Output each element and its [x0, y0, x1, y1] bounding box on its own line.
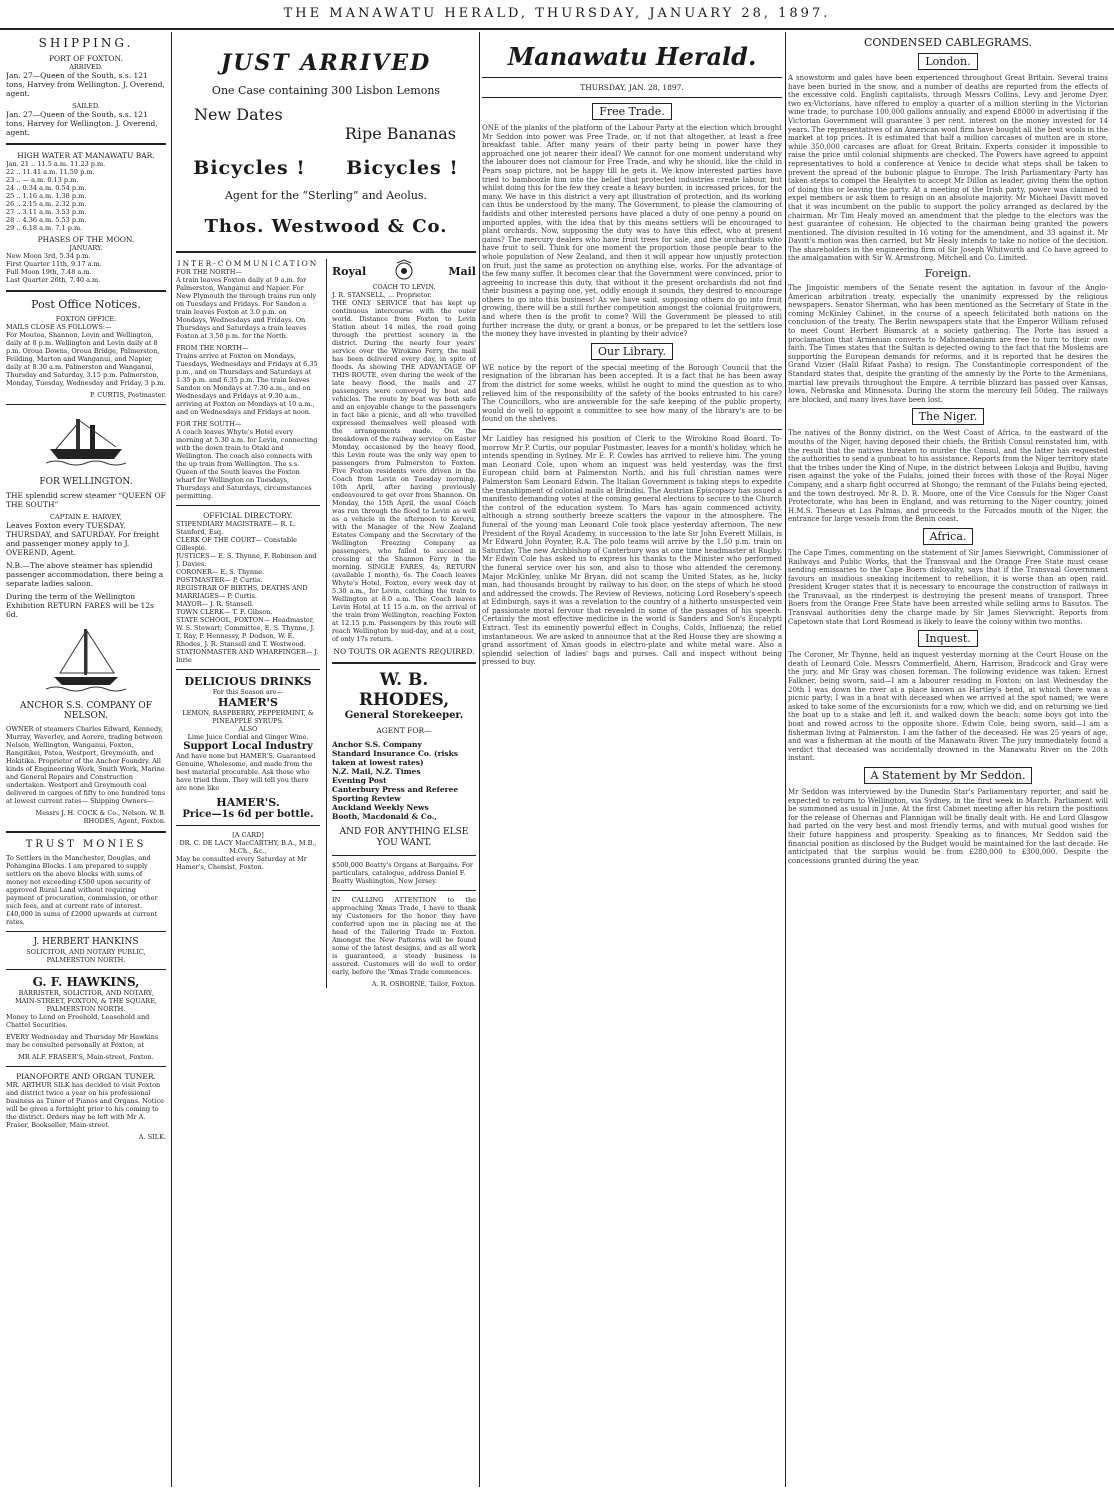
new-dates: New Dates — [194, 105, 283, 124]
tide-table — [6, 160, 166, 232]
anything-else: AND FOR ANYTHING ELSE YOU WANT. — [339, 827, 469, 848]
royal-crest-icon — [391, 259, 417, 283]
coach-text: THE ONLY SERVICE that has kept up continuous intercourse with the outer world. Distance from Foxton to Levin Station about 14 miles, the road going through the prettiest scenery in the district. During the nearly four years' service over the Wirokino Ferry, the mail has been delivered every day, in spite of floods. As showing THE ADVANTAGE OF THIS ROUTE, even during the week of the late heavy flood, the mails and 27 passengers were conveyed by boat and vehicles. The route by boat was both safe and an enjoyable change to the passengers in fact like a picnic, and all who travelled expressed themselves well pleased with the arrangements made. On the breakdown of the railway service on Easter Monday, occasioned by the heavy flood, this Levin route was the only way open to passengers from Palmerston to Foxton. Five Foxton residents were driven in the Coach from Levin on Tuesday morning, 16th April, after having previously endeavoured to get over from Shannon. On Monday, the 15th April, the usual Coach was run through the flood to Levin as well as a vehicle in the afternoon to Kereru, with the Manager of the New Zealand Estates Company and the Secretary of the Wellington Freezing Company as passengers, who failed to succeed in crossing at the Shannon Ferry in the morning. SINGLE FARES, 4s; RETURN (available 1 month), 6s. The Coach leaves Whyte's Hotel, Foxton, every week day at 5.30 a.m., for Levin, catching the train to Wellington at 8.0 a.m. The Coach leaves Levin Hotel at 11 15 a.m. on the arrival of the train from Wellington, reaching Foxton at 12.15 p.m. Passengers by this route will reach Wellington by mid-day, and at a cost, of only 17s return. — [332, 299, 476, 643]
piano-text: MR. ARTHUR SILK has decided to visit Foxton and district twice a year on his professional business as Tuner of Pianos and Organs. Notice will be given a fortnight prior to his coming to the district. Orders may be left with Mr A. Fraser, Bookseller, Main-street. — [6, 1081, 164, 1129]
post-office-title: Post Office Notices. — [31, 298, 141, 311]
sailed-text: Jan. 27—Queen of the South, s.s. 121 tons, Harvey for Wellington. J. Overend, agent. — [6, 110, 158, 137]
column-rule — [479, 32, 480, 1487]
hawkins-text-2: EVERY Wednesday and Thursday Mr Hawkins may be consulted personally at Foxton, at — [6, 1033, 159, 1049]
lemons-text: One Case containing 300 Lisbon Lemons — [211, 84, 441, 97]
shipping-title: SHIPPING. — [38, 36, 134, 50]
phases-list — [6, 252, 166, 284]
support-title: Support Local Industry — [183, 741, 313, 752]
agency-item: Anchor S.S. Company — [332, 740, 422, 749]
hankins-sub: SOLICITOR, AND NOTARY PUBLIC, PALMERSTON NORTH. — [26, 948, 146, 964]
niger-text: The natives of the Bonny district, on the West Coast of Africa, to the eastward of the mouths of the Niger, having deposed their chiefs, the British Consul reinstated him, with the result that the natives threaten to murder the Consul, and the latter has requested the authorities to send a gunboat to his assistance. Reports from the Niger territory state that the tribes under the King of Nupe, in the district between Lokoja and Bujibu, having risen against the yoke of the Fulahs, joined their forces with those of the Royal Niger Company, and a sharp fight occurred at Shongo; the remnant of the Fulahs being ejected, and the town destroyed. Mr R. D. R. Moore, one of the Vice Consuls for the Niger Coast Protectorate, who has been in England, and was returning to the Niger country, joined H.M.S. Theseus at Las Palmas, and proceeds to the Forcados mouth of the Niger, the entrance for large vessels from the Benin coast. — [788, 429, 1108, 524]
arrived-label: ARRIVED. — [69, 63, 103, 71]
agency-item: Standard Insurance Co. (risks taken at lowest rates) — [332, 749, 459, 767]
hawkins-text: Money to Lend on Freehold, Leasehold and Chattel Securities. — [6, 1013, 150, 1029]
tide-row: 26 .. 2.15 a.m. 2.32 p.m. — [6, 200, 87, 208]
trust-title: TRUST MONIES — [25, 839, 147, 850]
official-directory-title: OFFICIAL DIRECTORY. — [203, 511, 293, 520]
exhibition-fares: During the term of the Wellington Exhibition RETURN FARES will be 12s 6d. — [6, 592, 154, 619]
post-mails: MAILS CLOSE AS FOLLOWS:— — [6, 323, 112, 331]
osborne-sign: A. R. OSBORNE, Tailor, Foxton. — [371, 980, 476, 988]
moon-phase-row: Full Moon 19th, 7.48 a.m. — [6, 268, 92, 276]
hawkins-sub: BARRISTER, SOLICITOR, AND NOTARY, — [18, 989, 154, 997]
ripe-bananas: Ripe Bananas — [344, 124, 456, 143]
post-sign: P. CURTIS, Postmaster. — [90, 391, 166, 399]
inter-title: INTER-COMMUNICATION — [177, 259, 319, 268]
piano-sign: A. SILK. — [138, 1133, 166, 1141]
coach-title: COACH TO LEVIN. — [372, 283, 436, 291]
free-trade-text: ONE of the planks of the platform of the Labour Party at the election which brought Mr Seddon into power was Free Trade, or, if not that altogether, at least a free breakfast table. After many years of their party being in power have they approached one jot nearer their ideal? We cannot for one moment understand why the labourer does not clamour for Free Trade, and why he should, like the child in Pears soap picture, not be happy till he gets it. We know interested parties have tried to bamboozle him into the belief that protected industries create labour, but whilst doing this for the few they create a heavy burden, in increased prices, for the many. We have in this district a very apt illustration of protection, and its working can thus be understood by the many. The Government, to please the clamouring of faddists and other interested persons have placed a duty of one penny a pound on imported apples, with the idea that by this means settlers will be encouraged to plant orchards. Now, supposing the duty was to have this effect, who at present gains? The mercury dealers who have fruit trees for sale, and the orchardists who have fruit to sell. Think for one moment the proportion those people bear to the whole population of New Zealand, and then it will appear how unjustly protection on fruit, just the same as protection on anything else, works. For the advantage of the few many suffer. It becomes clear that the Government were convinced, prior to agreeing to increase this duty, that without it the present orchardists did not find their business a paying one, yet, oddly enough it sounds, they desired to encourage others to go into this business! As we have said, supposing others do go into fruit growing, there will be a still further competition amongst the colonial fruitgrowers, and where then is the profit to come? Will the Government be pleased to still further increase the duty, or grant a bonus, or be prepared to let the settlers lose the money they have invested in planting by their advice? — [482, 124, 782, 339]
from-north-label: FROM THE NORTH— — [176, 344, 249, 352]
directory-entry: STATIONMASTER AND WHARFINGER— J. Inrie — [176, 648, 319, 664]
agency-item: N.Z. Mail, N.Z. Times — [332, 767, 421, 776]
directory-entry: STATE SCHOOL, FOXTON— Headmaster, W. S. Stewart; Committee, E. S. Thynne, J. T. Ray, P. Hennessy, P. Dodson, W. E. Rhodes, J. R. Stansell and T. Westwood. — [176, 616, 315, 648]
moon-phase-row: First Quarter 11th, 9.17 a.m. — [6, 260, 102, 268]
official-directory — [176, 520, 320, 664]
directory-entry: JUSTICES— E. S. Thynne, F. Robinson and J. Davies. — [176, 552, 317, 568]
arrived-text: Jan. 27—Queen of the South, s.s. 121 tons, Harvey from Wellington. J. Overend, agent. — [6, 71, 165, 98]
bicycle-agent: Agent for the “Sterling” and Aeolus. — [224, 189, 428, 202]
foreign-text: The Jingoistic members of the Senate resent the agitation in favour of the Anglo-American arbitration treaty, especially the unanimity expressed by the religious newspapers. Senator Sherman, who has been mentioned as the Secretary of State in the coming McKinley Cabinet, in the course of a speech felicitated both nations on the conclusion of the treaty. The Berlin newspapers state that the Emperor William refused to meet Count Herbert Bismarck at a society gathering. The Porte has issued a proclamation that Armenian converts to Mahomedanism are free to turn to their own faith. The Times states that the Sultan is dejected owing to the fact that the Moslems are supporting the European demands for reforms, and it is reported that he desires the Grand Vizier (Halil Rifaat Pasha) to resign. The Constantinople correspondent of the Standard states that, despite the granting of the amnesty by the Porte to the Armenians, martial law prevails throughout the Empire. A terrible blizzard has passed over Kansas, Iowa, Nebraska and Minnesota. During the storm the mercury fell 50deg. The railways are blocked, and many lives have been lost. — [788, 284, 1108, 404]
tide-row: 25 .. 1.16 a.m. 1.38 p.m. — [6, 192, 87, 200]
anchor-ship-icon — [46, 625, 126, 695]
moon-phase-row: Last Quarter 26th, 7.40 a.m. — [6, 276, 101, 284]
trust-text: To Settlers in the Manchester, Douglas, and Pohangina Blocks. I am prepared to supply settlers on the above blocks with sums of money not exceeding £500 upon security of approved Rural Land without requiring payment of procuration, commission, or other such fees, and at current rate of interest. £40,000 in sums of £2000 upwards at current rates. — [6, 854, 158, 926]
london-text: A snowstorm and gales have been experienced throughout Great Britain. Several trains have been buried in the snow, and a number of deaths are reported from the effects of the excessive cold. English capitalists, through Messrs Collins, Levy and Jerome Dyer, two ex-Victorians, have offered to employ a quarter of a million sterling in the Victorian wine trade, to purchase 100,000 gallons annually, and expend £8000 in advertising if the Victorian Government will guarantee 3 per cent. interest on the money invested for 14 years. The representatives of an American wool firm have bought all the best wools in the market at top prices. It is estimated that half a million carcases of mutton are in store, while 350,000 carcases are afloat for Great Britain. Experts consider it impossible to raise the price until colonial shipments are checked. The Powers have agreed to appoint representatives to hold a conference at Venice to decide what steps shall be taken to prevent the spread of the bubonic plague to Europe. The Irish Parliamentary Party has taken steps to compel the Healyites to accept Mr Dillon as leader, giving them the option of doing this or leaving the party. At a meeting of the Irish party, power was claimed to expel members or ask them to resign on an absolute majority. Mr Michael Davitt moved that it was incumbent on the public to support the policy arranged as declared by the chairman. Mr Tim Healy moved an amendment that the pledge to the electors was the best guarantee of cohesion. He objected to the chairman being granted the powers mentioned. The division resulted in 16 voting for the amendment, and 33 against it. Mr Davitt's motion was then carried, but Mr Healy intends to take no notice of the decision. The shareholders in the engineering firm of Sir Joseph Whitworth and Co have agreed to the amalgamation with Sir W. Armstrong, Mitchell and Co. Limited. — [788, 74, 1108, 263]
price: Price—1s 6d per bottle. — [182, 809, 314, 820]
piano-title: PIANOFORTE AND ORGAN TUNER. — [16, 1072, 156, 1081]
hamers-name-2: HAMER'S. — [216, 796, 280, 809]
directory-entry: CLERK OF THE COURT— Constable Gillespie. — [176, 536, 298, 552]
card-label: [A CARD] — [232, 831, 264, 839]
steamer-nb: N.B.—The above steamer has splendid passenger accommodation, there being a separate ladies saloon. — [6, 561, 164, 588]
directory-entry: POSTMASTER— P. Curtis. — [176, 576, 263, 584]
inquest-title: Inquest. — [788, 630, 1108, 647]
newspaper-header — [0, 6, 1114, 30]
steamer-text: Leaves Foxton every TUESDAY, THURSDAY, and SATURDAY. For freight and passenger money apply to J. OVEREND, Agent. — [6, 521, 160, 557]
syrups: LEMON, RASPBERRY, PEPPERMINT, & PINEAPPLE SYRUPS. — [182, 709, 314, 725]
wellington-title: FOR WELLINGTON. — [39, 477, 133, 487]
agency-item: Evening Post — [332, 776, 387, 785]
africa-text: The Cape Times, commenting on the statement of Sir James Sievwright, Commissioner of Railways and Public Works, that the Transvaal and the Orange Free State must cease sending emissaries to the Cape Boers disloyalty, says that if the Transvaal Government favours an insidious sneaking incitement to rebellion, it is worse than an open raid. President Kruger states that it is necessary to encourage the construction of railways in the Transvaal, as the rinderpest is destroying the present means of transport. Three Boers from the Orange Free State have been arrested while selling arms to Basutos. The Transvaal authorities deny the charge made by Sir James Sievwright. Reports from Capetown state that Lord Rosmead is likely to leave the colony within two months. — [788, 548, 1108, 626]
foreign-title: Foreign. — [924, 267, 972, 281]
also-label: ALSO — [238, 725, 258, 733]
rhodes-name: W. B. RHODES, — [358, 670, 450, 710]
royal-label: Royal — [332, 264, 367, 278]
header-title: THE MANAWATU HERALD, THURSDAY, JANUARY 28, 1897. — [283, 6, 831, 21]
library-text: WE notice by the report of the special meeting of the Borough Council that the resignation of the librarian has been accepted. It is a fact that he has been away from the district for some weeks, whilst he ought to mind the question as to who relieved him of the responsibility of the safety of the books entrusted to his care? The Councillors, who are answerable for the safe keeping of the public property, would do well to appoint a committee to see how many of the library's are to be found on the shelves. — [482, 363, 782, 424]
support-text: And have none but HAMER'S. Guaranteed Genuine, Wholesome, and made from the best material procurable. Ask those who have tried them. They will tell you there are none like — [176, 752, 316, 792]
column-4 — [788, 32, 1108, 1487]
osborne-text: IN CALLING ATTENTION to the approaching 'Xmas Trade, I have to thank my Customers for the honor they have conferred upon me in placing me at the head of the Tailoring Trade in Foxton. Amongst the New Patterns will be found some of the latest designs, and as all work is guaranteed, a steady business is assured. Customers will do well to order early, before the 'Xmas Trade commences. — [332, 896, 476, 976]
inquest-text: The Coroner, Mr Thynne, held an inquest yesterday morning at the Court House on the death of Leonard Cole. Messrs Commerfield, Ahern, Harrison, Bradcock and Gray were the jury, and Mr Gray was chosen foreman. The following evidence was taken: Ernest Falkner, being sworn, said—I am a labourer residing in Foxton; on last Wednesday the 20th I was down the river at a place known as Hartley's bend, at which there was a picnic party; I was in a boat with deceased when we arrived at the spot named; we were asked to take some of the excursionists for a row, which we did, and on returning we tied the boat up to a stake and left it, and walked down the beach; some boys got into the boat and rowed across to the opposite shore. Edwin Cole, being sworn, said—I am a fisherman living at Palmerston. I am the father of the deceased. He was 25 years of age, and was a fisherman at the mouth of the Manawatu River. The jury immediately found a verdict that deceased was accidentally drowned in the Manawatu River on the 20th instant. — [788, 651, 1108, 763]
post-text: For Moutoa, Shannon, Levin and Wellington, daily at 8 p.m. Wellington and Levin daily at 8 p.m. Oroua Downs, Oroua Bridge, Palmerston, Feilding, Marton and Wanganui, and Napier, daily at 8.30 a.m. Palmerston and Wanganui, Thursday and Saturday, 3.15 p.m. Palmerston, Monday, Tuesday, Wednesday and Friday, 3 p.m. — [6, 331, 166, 387]
tide-row: 27 .. 3.11 a.m. 3.53 p.m. — [6, 208, 87, 216]
free-trade-title: Free Trade. — [482, 103, 782, 120]
phases-title: PHASES OF THE MOON. — [37, 235, 135, 244]
bicycles-right: Bicycles ! — [346, 157, 459, 179]
drinks-title: DELICIOUS DRINKS — [184, 675, 312, 688]
hankins-name: J. HERBERT HANKINS — [33, 937, 139, 947]
anchor-text: OWNER of steamers Charles Edward, Kennedy, Murray, Waverley, and Aorere, trading between Nelson, Wellington, Wanganui, Foxton, Rangitikei, Patea, Westport, Greymouth, and Hokitika. Proprietor of the Anchor Foundry. All kinds of Engineering Work, Smith Work, Marine and General Repairs and Construction undertaken. Westport and Greymouth coal delivered in cargoes of fifty to one hundred tons at lowest current rates— Shipping Owners— — [6, 725, 166, 805]
mail-label: Mail — [448, 264, 476, 278]
niger-title: The Niger. — [788, 408, 1108, 425]
from-north-text: Trains arrive at Foxton on Mondays, Tuesdays, Wednesdays and Fridays at 6.35 p.m., and on Thursdays and Saturdays at 1.35 p.m. and 6.35 p.m. The train leaves Sandon on Mondays at 7.30 a.m., and on Wednesdays and Fridays at 9.30 a.m., arriving at Foxton on Mondays at 10 a.m., and on Wednesdays and Fridays at noon. — [176, 352, 318, 416]
agency-item: Booth, Macdonald & Co., — [332, 812, 437, 821]
for-north-label: FOR THE NORTH— — [176, 268, 242, 276]
cordial: Lime Juice Cordial and Ginger Wine. — [187, 733, 309, 741]
library-title: Our Library. — [482, 343, 782, 360]
just-arrived-heading: JUST ARRIVED — [220, 50, 432, 76]
column-rule — [171, 32, 172, 1487]
directory-entry: REGISTRAR OF BIRTHS, DEATHS AND MARRIAGES— P. Curtis. — [176, 584, 308, 600]
local-news-text: Mr Laidley has resigned his position of Clerk to the Wirokino Road Board. To-morrow Mr P. Curtis, our popular Postmaster, leaves for a month's holiday, which he intends spending in Sydney. Mr E. P. Cowles has arrived to relieve him. The young man Leonard Cole, upon whom an inquest was held yesterday, was the first European child born at Palmerston North, and his full christian names were Palmerston Sam Leonard Edwin. The Italian Government is taking steps to expedite the transhipment of colonial mails at Brindisi. The Austrian Episcopacy has issued a manifesto demanding votes at the coming general elections to secure to the Church the control of the education system. To Mars has again commenced activity, although a strong southerly breeze scatters the vapour in the atmosphere. The funeral of the young man Leonard Cole took place yesterday afternoon. The new President of the Royal Academy, in succession to the late Sir John Everett Millais, is Mr Edward John Poynter, R.A. The polo teams will arrive by the 1.50 p.m. train on Saturday. The new Archbishop of Canterbury was at one time headmaster at Rugby. Mr Edwin Cole has asked us to express his thanks to the Minister who performed the funeral service over his son, and also to those who attended the ceremony. Major McKinley, unlike Mr Bryan, did not scamp the United States, as he, lucky man, had thousands brought by railway to his door, on the steps of which he stood and addressed the crowds. The Review of Reviews, noticing Lord Rosebery's speech at Edinburgh, says it was a revelation to the country of a hitherto unsuspected vein of passionate moral fervour that revealed in some of the passages of his speech. Certainly the most effective medicine in the world is Sanders and Son's Eucalypti Extract. Test its eminently powerful effect in Coughs, Colds, Influenza; the relief instantaneous. We are asked to announce that at the Red House they are showing a grand assortment of Xmas goods in electro-plate and white metal ware. Also a splendid selection of ladies' bags and purses. Call and inspect without being pressed to buy. — [482, 435, 782, 667]
hawkins-address: MAIN-STREET, FOXTON, & THE SQUARE, PALMERSTON NORTH. — [14, 997, 158, 1013]
directory-entry: STIPENDIARY MAGISTRATE— R. L. Stanford, Esq. — [176, 520, 296, 536]
for-south-text: A coach leaves Whyte's Hotel every morning at 5.30 a.m. for Levin, connecting with the down train to Otaki and Wellington. The coach also connects with the up train from Wellington. The s.s. Queen of the South leaves the Foxton wharf for Wellington on Tuesdays, Thursdays and Saturdays, circumstances permitting. — [176, 428, 318, 500]
tide-row: 28 .. 4.36 a.m. 5.53 p.m. — [6, 216, 87, 224]
for-south-label: FOR THE SOUTH— — [176, 420, 242, 428]
doctor-name: DR. C. DE LACY MacCARTHY, B.A., M.B., M.Ch., &c., — [179, 839, 317, 855]
no-touts: NO TOUTS OR AGENTS REQUIRED. — [333, 647, 475, 656]
hawkins-name: G. F. HAWKINS, — [32, 975, 140, 989]
beatty-organs: $500,000 Beatty's Organs at Bargains. For particulars, catalogue, address Daniel F. Beatty Washington, New Jersey. — [332, 861, 473, 885]
fraser-address: MR ALF. FRASER'S, Main-street, Foxton. — [18, 1053, 154, 1061]
bicycles-left: Bicycles ! — [193, 157, 306, 179]
directory-entry: MAYOR— J. R. Stansell. — [176, 600, 254, 608]
directory-entry: TOWN CLERK— T. F. Gibson. — [176, 608, 273, 616]
seddon-title: A Statement by Mr Seddon. — [788, 767, 1108, 784]
tide-row: 24 .. 0.34 a.m. 0.54 p.m. — [6, 184, 87, 192]
column-2 — [176, 32, 476, 1487]
tide-row: 22 .. 11.41 a.m. 11.59 p.m. — [6, 168, 95, 176]
agency-item: Canterbury Press and Referee — [332, 785, 459, 794]
africa-title: Africa. — [788, 528, 1108, 545]
column-3 — [482, 32, 782, 1487]
tide-row: 23 .. — a.m. 0.13 p.m. — [6, 176, 79, 184]
column-rule — [785, 32, 786, 1487]
steamer-name: THE splendid screw steamer “QUEEN OF THE SOUTH” — [6, 491, 166, 509]
sailed-label: SAILED. — [72, 102, 100, 110]
for-north-text: A train leaves Foxton daily at 9 a.m. for Palmerston, Wanganui and Napier. For New Plymouth the through trains run only on Tuesdays and Fridays. For Sandon a train leaves Foxton at 3.0 p.m. on Mondays, Wednesdays and Fridays. On Thursdays and Saturdays a train leaves Foxton at 3.50 p.m. for the North. — [176, 276, 317, 340]
agency-item: Sporting Review — [332, 794, 401, 803]
london-title: London. — [788, 53, 1108, 70]
column-1 — [6, 32, 166, 1487]
agency-item: Auckland Weekly News — [332, 803, 429, 812]
high-water-title: HIGH WATER AT MANAWATU BAR. — [17, 151, 155, 160]
issue-date: THURSDAY, JAN. 28, 1897. — [580, 83, 684, 92]
masthead: Manawatu Herald. — [507, 42, 757, 71]
anchor-sign: Messrs J. H. COCK & Co., Nelson. W. B. RHODES, Agent, Foxton. — [35, 809, 166, 825]
port-title: PORT OF FOXTON. — [48, 54, 123, 63]
tide-row: 29 .. 6.18 a.m. 7.1 p.m. — [6, 224, 83, 232]
hamers-name: HAMER'S — [218, 696, 278, 709]
anchor-title: ANCHOR S.S. COMPANY OF NELSON. — [20, 701, 152, 721]
captain: CAPTAIN E. HARVEY, — [50, 513, 122, 521]
post-office-sub: FOXTON OFFICE. — [55, 315, 117, 323]
agencies-list — [332, 740, 476, 821]
directory-entry: CORONER— E. S. Thynne. — [176, 568, 265, 576]
coach-proprietor: J. R. STANSELL, ... Proprietor. — [332, 291, 432, 299]
drinks-sub: For this Season are— — [212, 688, 284, 696]
rhodes-sub: General Storekeeper. — [344, 710, 464, 721]
moon-phase-row: New Moon 3rd, 5.34 p.m. — [6, 252, 91, 260]
cables-title: CONDENSED CABLEGRAMS. — [863, 36, 1033, 49]
doctor-text: May be consulted every Saturday at Mr Hamer's, Chemist, Foxton. — [176, 855, 307, 871]
seddon-text: Mr Seddon was interviewed by the Dunedin Star's Parliamentary reporter, and said he expected to return to Wellington, via Sydney, in the first week in March. Parliament will be summoned as usual in June. At the first Cabinet meeting after his return the positions for the release of Ohernas and Flannigan will be finally dealt with. He and Lord Glasgow had parted on the very best and most friendly terms, and with mutual good wishes for their future happiness and prosperity. Speaking as to finances, Mr Seddon said the financial position as disclosed by the Budget would be maintained for the last decade. He anticipated that the surplus would be from £280,000 to £300,000. Despite the concessions granted during the year. — [788, 787, 1108, 865]
phases-month: JANUARY. — [69, 244, 103, 252]
steamer-ship-icon — [46, 411, 126, 471]
agent-for: AGENT FOR— — [376, 726, 432, 735]
westwood-name: Thos. Westwood & Co. — [204, 216, 448, 237]
tide-row: Jan. 21 .. 11.5 a.m. 11.23 p.m. — [6, 160, 106, 168]
